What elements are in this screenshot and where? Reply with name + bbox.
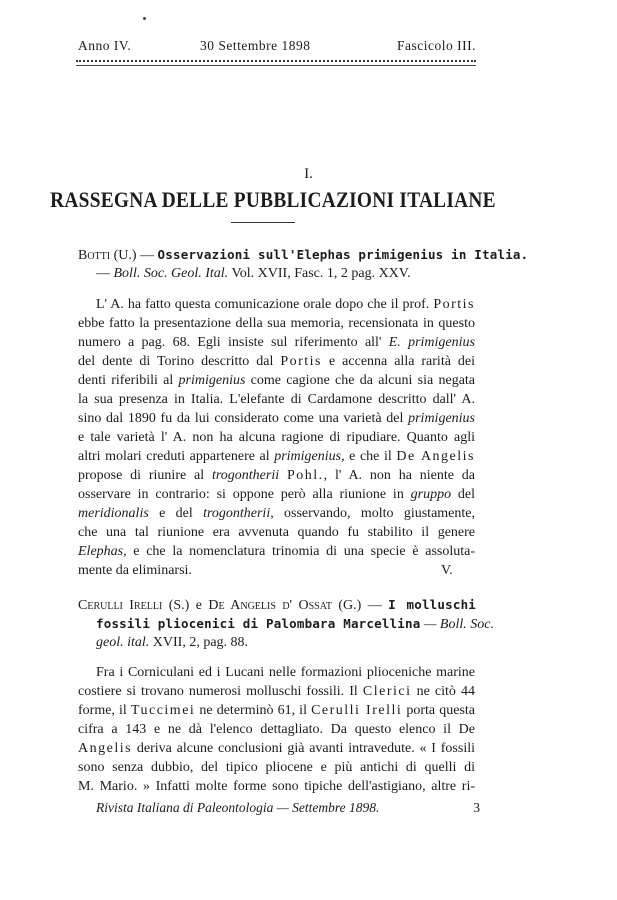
entry1-reference (96, 265, 411, 283)
species-name: primigenius (178, 373, 246, 388)
text-run: , l' A. non ha niente da (323, 468, 476, 483)
entry1-signature: V. (441, 563, 453, 578)
entry1-line (96, 296, 475, 314)
header-rule-dotted (76, 60, 476, 62)
genus-name: Elephas, (78, 544, 127, 559)
entry2-line (78, 683, 475, 701)
entry2-author2: De Angelis (208, 598, 276, 613)
entry2-line (78, 702, 475, 720)
entry1-heading (78, 246, 529, 265)
text-run: del dente di Torino descritto dal (78, 354, 281, 369)
species-name: meridionalis (78, 506, 149, 521)
entry1-line (78, 410, 475, 428)
text-run: costiere si trovano numerosi molluschi fossili. Il (78, 684, 363, 699)
title-divider (231, 222, 295, 223)
entry1-line (78, 543, 475, 561)
header-volume: Anno IV. (78, 38, 132, 53)
author-name: Cerulli Irelli (311, 703, 403, 718)
entry1-ref-dash: — (96, 266, 114, 281)
entry2-heading-line (96, 615, 494, 634)
entry1-line (78, 372, 475, 390)
author-name: Angelis (78, 741, 133, 756)
page-footer (96, 800, 480, 816)
ink-speck (143, 17, 146, 20)
species-name: E. primigenius (388, 335, 475, 350)
entry1-line (78, 505, 475, 523)
entry2-title: I molluschi (388, 597, 477, 612)
entry1-initial: (U.) — (110, 248, 158, 263)
entry1-line: e tale varietà l' A. non ha alcuna ragione di ripudiare. Quanto agli (78, 430, 475, 445)
entry1-author: Botti (78, 248, 111, 263)
page-number: 3 (473, 800, 480, 815)
entry1-ref-rest: Vol. XVII, Fasc. 1, 2 pag. XXV. (228, 266, 411, 281)
species-name: trogontherii, (203, 506, 274, 521)
text-run: propose di riunire al (78, 468, 212, 483)
text-run: forme, il (78, 703, 131, 718)
entry2-reference (96, 634, 248, 652)
text-run: deriva alcune conclusioni già avanti intravedute. « I fossili (132, 741, 475, 756)
entry1-line (78, 486, 475, 504)
entry1-line (78, 448, 475, 466)
text-run: osservare in contrario: si oppone però alla riunione in (78, 487, 411, 502)
species-name: primigenius, (274, 449, 345, 464)
entry1-journal: Boll. Soc. Geol. Ital. (113, 266, 229, 281)
text-run: come cagione che da alcuni sia negata (245, 373, 476, 388)
footer-text: Rivista Italiana di Paleontologia — Settembre 1898. (96, 800, 380, 815)
entry1-line (78, 334, 475, 352)
text-run: del (451, 487, 475, 502)
entry1-line (78, 467, 475, 485)
text-run: altri molari creduti appartenere al (78, 449, 275, 464)
text-run: ne determinò 61, il (195, 703, 312, 718)
entry2-author2-rest: d' Ossat (275, 598, 332, 613)
entry1-line (78, 353, 475, 371)
text-run: (S.) e (162, 598, 209, 613)
text-run: e accenna alla rarità dei (322, 354, 475, 369)
entry2-line: M. Mario. » Infatti molte forme sono tipiche dell'astigiano, altre ri- (78, 779, 475, 794)
text-run: numero a pag. 68. Egli insiste sul riferimento all' (78, 335, 389, 350)
entry2-line: sono senza dubbio, del tipico pliocene e più antichi di quelli di (78, 760, 475, 775)
text-run: osservando, molto giustamente, (273, 506, 475, 521)
entry1-line: ebbe fatto la presentazione della sua memoria, recensionata in questo (78, 316, 475, 331)
text-run: (G.) — (331, 598, 389, 613)
section-number: I. (304, 166, 313, 182)
author-name: Tuccimei (130, 703, 196, 718)
text-run: e che il (344, 449, 397, 464)
author-name: Clerici (362, 684, 412, 699)
entry1-line: mente da eliminarsi. (78, 563, 192, 578)
entry1-line: che una tal riunione era avvenuta quando fu stabilito il genere (78, 525, 475, 540)
text-run: e che la nomenclatura trinomia di una specie è assoluta- (126, 544, 475, 559)
entry2-title: fossili pliocenici di Palombara Marcellina (96, 616, 421, 631)
header-date: 30 Settembre 1898 (200, 38, 311, 53)
entry2-author1: Cerulli Irelli (78, 598, 163, 613)
text-run: sino dal 1890 fu da lui considerato come una varietà del (78, 411, 409, 426)
text-run: ne citò 44 (411, 684, 475, 699)
author-name: De Angelis (396, 449, 476, 464)
italic-term: gruppo (410, 487, 452, 502)
header-issue: Fascicolo III. (397, 38, 476, 53)
author-name: Portis (280, 354, 323, 369)
entry1-title: Osservazioni sull'Elephas primigenius in Italia. (157, 247, 529, 262)
entry2-line (78, 740, 475, 758)
author-name: Portis (433, 297, 475, 312)
entry1-line: la sua presenza in Italia. L'elefante di Cardamone descritto dall' A. (78, 392, 475, 407)
entry2-line: Fra i Corniculani ed i Lucani nelle formazioni plioceniche marine (96, 665, 475, 680)
species-name: trogontherii (211, 468, 280, 483)
text-run: XVII, 2, pag. 88. (149, 635, 249, 650)
entry2-journal: — Boll. Soc. (420, 617, 494, 632)
entry2-heading (78, 596, 476, 615)
text-run: denti riferibili al (78, 373, 179, 388)
text-run: e del (148, 506, 204, 521)
text-run (279, 468, 287, 483)
section-title: RASSEGNA DELLE PUBBLICAZIONI ITALIANE (50, 187, 496, 212)
text-run: L' A. ha fatto questa comunicazione orale dopo che il prof. (96, 297, 434, 312)
entry2-journal: geol. ital. (96, 635, 150, 650)
entry2-line: cifra a 143 e ne dà l'elenco dettagliato. Da questo elenco il De (78, 722, 475, 737)
text-run: porta questa (402, 703, 475, 718)
header-rule (76, 65, 476, 66)
author-name: Pohl. (286, 468, 324, 483)
species-name: primigenius (408, 411, 475, 426)
